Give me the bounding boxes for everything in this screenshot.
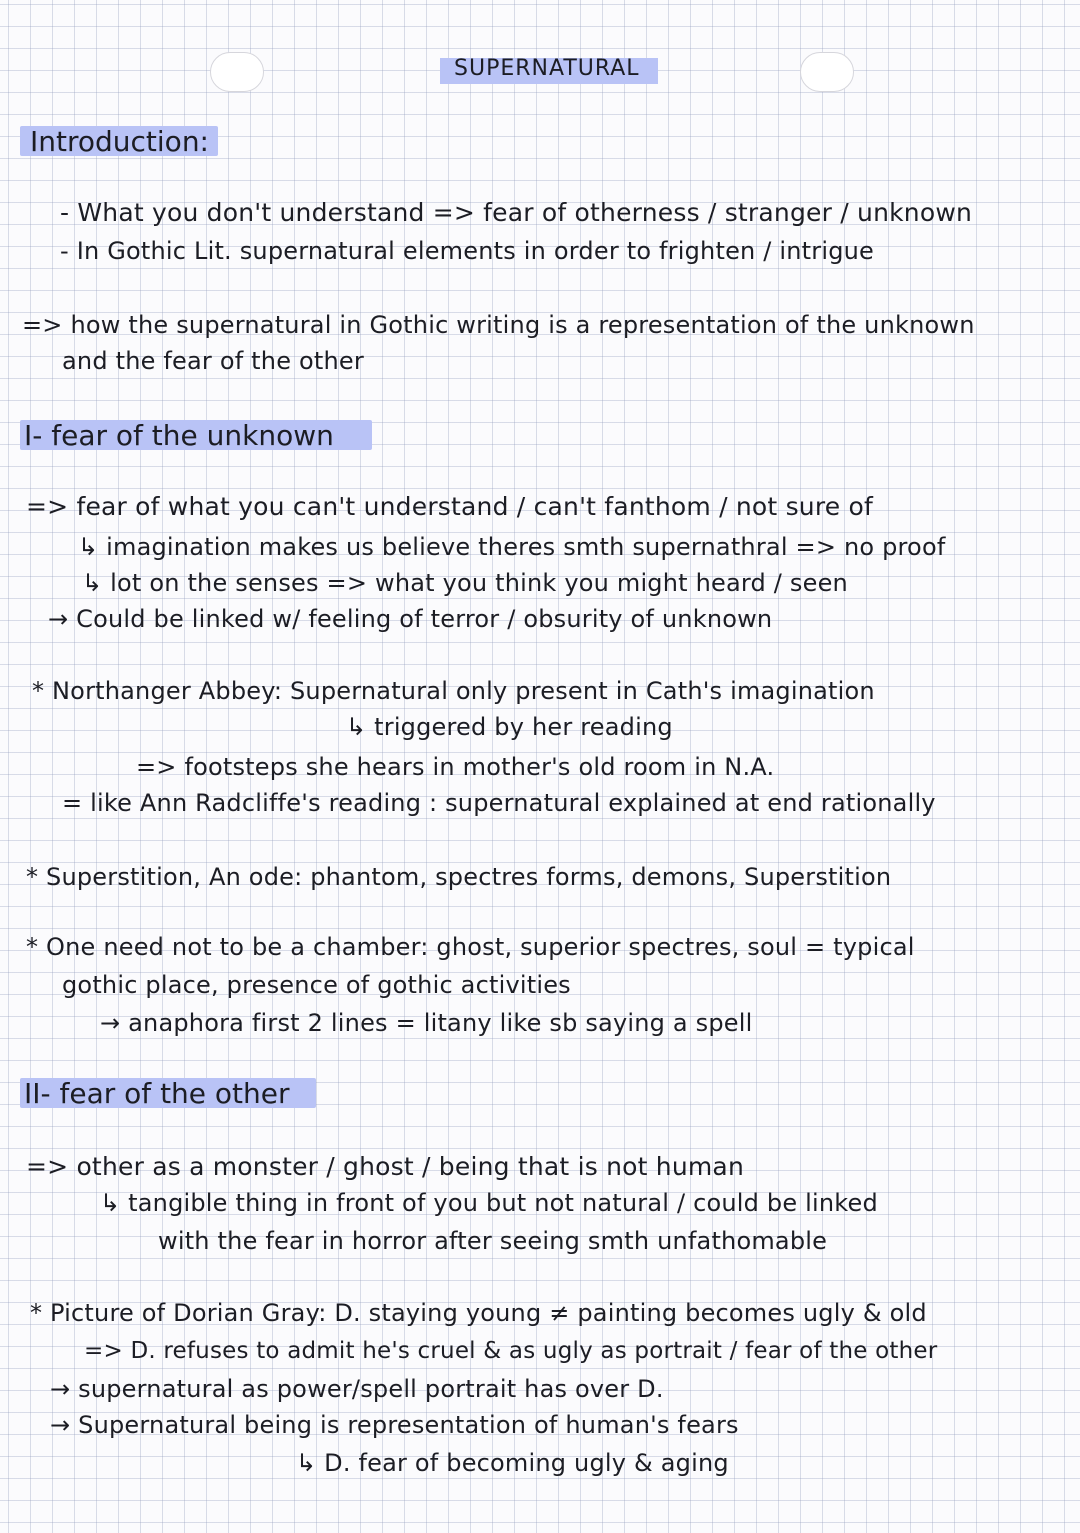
part1-line: → anaphora first 2 lines = litany like sb saying a spell	[100, 1009, 753, 1037]
intro-heading: Introduction:	[30, 125, 209, 158]
binder-hole-right	[800, 52, 854, 92]
part1-line: gothic place, presence of gothic activities	[62, 971, 571, 999]
part1-line: ↳ imagination makes us believe theres smth supernathral => no proof	[78, 533, 946, 561]
intro-line: - In Gothic Lit. supernatural elements in order to frighten / intrigue	[60, 237, 875, 265]
part2-line: → Supernatural being is representation of human's fears	[50, 1411, 739, 1439]
part1-line: => fear of what you can't understand / can't fanthom / not sure of	[26, 492, 874, 521]
part1-line: * Northanger Abbey: Supernatural only present in Cath's imagination	[32, 677, 875, 705]
part1-line: * One need not to be a chamber: ghost, superior spectres, soul = typical	[26, 933, 915, 961]
intro-line: and the fear of the other	[62, 347, 364, 375]
part1-line: => footsteps she hears in mother's old room in N.A.	[136, 753, 775, 781]
part2-line: * Picture of Dorian Gray: D. staying young ≠ painting becomes ugly & old	[30, 1299, 927, 1327]
part2-line: → supernatural as power/spell portrait has over D.	[50, 1375, 664, 1403]
part2-heading: II- fear of the other	[24, 1077, 290, 1110]
part2-line: => D. refuses to admit he's cruel & as ugly as portrait / fear of the other	[84, 1338, 938, 1364]
part1-line: ↳ lot on the senses => what you think you might heard / seen	[82, 569, 848, 597]
part2-line: ↳ tangible thing in front of you but not natural / could be linked	[100, 1189, 878, 1217]
part1-line: = like Ann Radcliffe's reading : supernatural explained at end rationally	[62, 789, 936, 817]
part1-line: → Could be linked w/ feeling of terror / obsurity of unknown	[48, 605, 773, 633]
part1-line: ↳ triggered by her reading	[346, 713, 673, 741]
part1-line: * Superstition, An ode: phantom, spectres forms, demons, Superstition	[26, 863, 892, 891]
page-title-text: SUPERNATURAL	[454, 56, 640, 81]
part1-heading: I- fear of the unknown	[24, 419, 334, 452]
page-title	[440, 58, 658, 84]
intro-line: => how the supernatural in Gothic writing is a representation of the unknown	[22, 311, 975, 339]
part2-line: => other as a monster / ghost / being that is not human	[26, 1152, 744, 1181]
part2-line: with the fear in horror after seeing smth unfathomable	[158, 1227, 828, 1255]
binder-hole-left	[210, 52, 264, 92]
intro-line: - What you don't understand => fear of otherness / stranger / unknown	[60, 198, 973, 227]
part2-line: ↳ D. fear of becoming ugly & aging	[296, 1449, 729, 1477]
